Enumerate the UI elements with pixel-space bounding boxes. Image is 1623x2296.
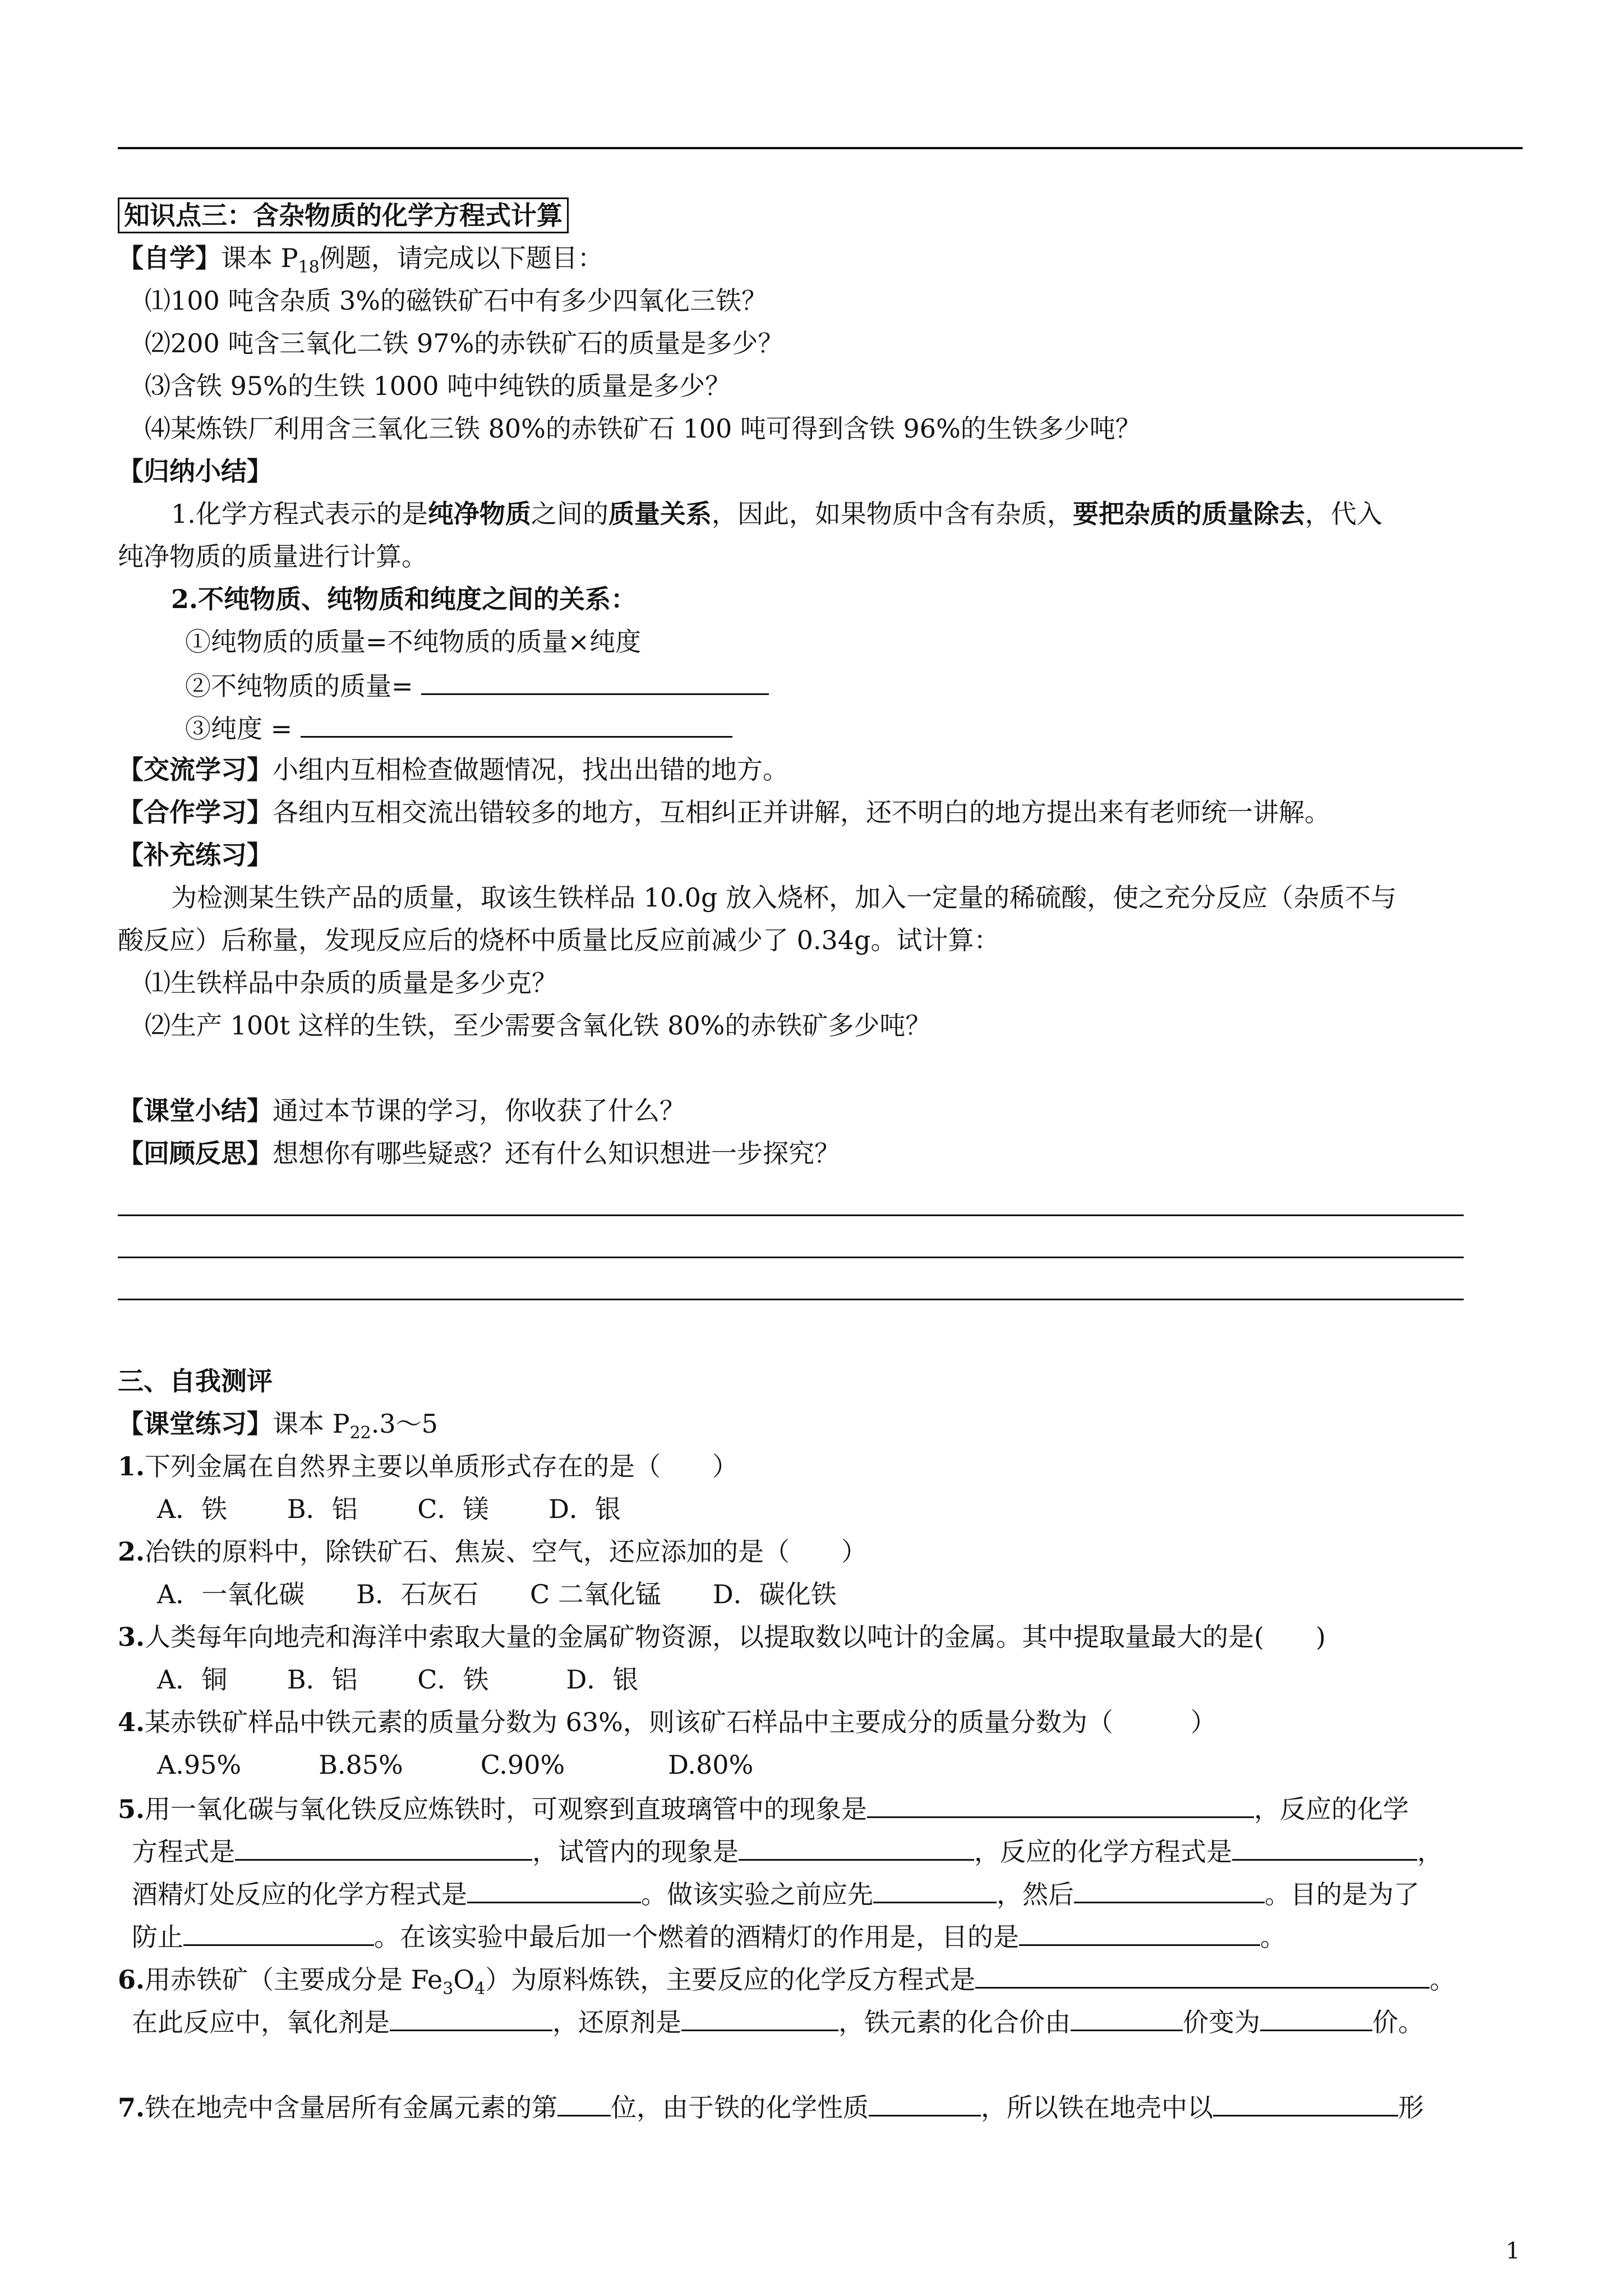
zixue-line: 【自学】课本 $P_{18}$例题，请完成以下题目： [118,243,603,278]
summary-p1: 1.化学方程式表示的是纯净物质之间的质量关系，因此，如果物质中含有杂质，要把杂质的质量除去，代入 [171,499,1382,529]
zixue-q1: ⑴100 吨含杂质 3%的磁铁矿石中有多少四氧化三铁？ [145,286,768,316]
question-5-line4: 防止 。在该实验中最后加一个燃着的酒精灯的作用是，目的是 。 [132,1917,1286,1955]
answer-blank[interactable] [739,1832,974,1861]
answer-rule[interactable] [118,1214,1464,1216]
buchong-p2: 酸反应）后称量，发现反应后的烧杯中质量比反应前减少了 0.34g。试计算： [118,925,1000,955]
question-7: 7.铁在地壳中含量居所有金属元素的第 位，由于铁的化学性质 ，所以铁在地壳中以 形 [118,2088,1424,2125]
answer-blank[interactable] [1071,2003,1183,2031]
question-4: 4.某赤铁矿样品中铁元素的质量分数为 63%，则该矿石样品中主要成分的质量分数为（ ） [118,1707,1216,1737]
question-4-options: A.95% B.85% C.90% D.80% [157,1750,754,1780]
summary-p1-line2: 纯净物质的质量进行计算。 [118,541,427,572]
answer-blank[interactable] [869,2088,981,2116]
answer-blank[interactable] [975,1960,1430,1989]
answer-blank[interactable] [557,2088,611,2116]
hezuo-line: 【合作学习】各组内互相交流出错较多的地方，互相纠正并讲解，还不明白的地方提出来有老师统一讲解。 [118,797,1330,827]
question-5-line3: 酒精灯处反应的化学方程式是 。做该实验之前应先 ，然后 。目的是为了 [132,1875,1419,1912]
relation-1: ①纯物质的质量=不纯物质的质量×纯度 [185,627,642,657]
summary-label: 【归纳小结】 [118,456,273,486]
buchong-q1: ⑴生铁样品中杂质的质量是多少克？ [145,968,557,998]
answer-blank[interactable] [1213,2088,1398,2116]
question-1: 1.下列金属在自然界主要以单质形式存在的是（ ） [118,1451,739,1481]
zixue-q4: ⑷某炼铁厂利用含三氧化三铁 80%的赤铁矿石 100 吨可得到含铁 96%的生铁多少吨？ [145,413,1141,444]
zixue-q2: ⑵200 吨含三氧化二铁 97%的赤铁矿石的质量是多少？ [145,328,784,358]
question-2: 2.冶铁的原料中，除铁矿石、焦炭、空气，还应添加的是（ ） [118,1536,868,1567]
answer-blank[interactable] [421,666,769,695]
question-6-line2: 在此反应中，氧化剂是 ，还原剂是 ，铁元素的化合价由 价变为 价。 [132,2003,1424,2040]
header-rule [118,147,1523,149]
question-6-line1: 6.用赤铁矿（主要成分是 $Fe_3O_4$）为原料炼铁，主要反应的化学反方程式是 。 [118,1960,1455,2007]
relation-2: ②不纯物质的质量= [185,666,769,704]
answer-rule[interactable] [118,1299,1464,1300]
answer-blank[interactable] [301,709,732,738]
jiaoliu-line: 【交流学习】小组内互相检查做题情况，找出出错的地方。 [118,754,789,785]
huigu-line: 【回顾反思】想想你有哪些疑惑？还有什么知识想进一步探究？ [118,1138,840,1168]
zixue-q3: ⑶含铁 95%的生铁 1000 吨中纯铁的质量是多少？ [145,371,731,401]
answer-blank[interactable] [183,1917,374,1946]
relation-3: ③纯度 = [185,709,732,747]
answer-blank[interactable] [1232,1832,1417,1861]
ceping-heading: 三、自我测评 [118,1366,273,1396]
question-3: 3.人类每年向地壳和海洋中索取大量的金属矿物资源，以提取数以吨计的金属。其中提取量最大的是( ) [118,1622,1326,1652]
question-1-options: A．铁 B．铝 C．镁 D．银 [157,1494,621,1524]
buchong-label: 【补充练习】 [118,840,273,870]
question-5-line1: 5.用一氧化碳与氧化铁反应炼铁时，可观察到直玻璃管中的现象是 ，反应的化学 [118,1789,1409,1827]
question-2-options: A．一氧化碳 B．石灰石 C 二氧化锰 D．碳化铁 [157,1579,837,1609]
answer-blank[interactable] [467,1875,641,1903]
page-number: 1 [1506,2238,1520,2264]
answer-blank[interactable] [1019,1917,1260,1946]
answer-blank[interactable] [1074,1875,1265,1903]
question-5-line2: 方程式是 ，试管内的现象是 ，反应的化学方程式是 ， [132,1832,1443,1870]
summary-p2: 2.不纯物质、纯物质和纯度之间的关系： [171,584,637,614]
answer-blank[interactable] [235,1832,532,1861]
ketang-line: 【课堂小结】通过本节课的学习，你收获了什么？ [118,1096,685,1126]
buchong-q2: ⑵生产 100t 这样的生铁，至少需要含氧化铁 80%的赤铁矿多少吨？ [145,1010,932,1041]
answer-rule[interactable] [118,1257,1464,1258]
answer-blank[interactable] [873,1875,997,1903]
answer-blank[interactable] [1260,2003,1372,2031]
question-3-options: A．铜 B．铝 C．铁 D．银 [157,1664,639,1695]
answer-blank[interactable] [681,2003,838,2031]
buchong-p1: 为检测某生铁产品的质量，取该生铁样品 10.0g 放入烧杯，加入一定量的稀硫酸，使之充分反应（杂质不与 [171,882,1397,913]
practice-line: 【课堂练习】课本 $P_{22}.3\sim 5$ [118,1409,438,1443]
answer-blank[interactable] [390,2003,552,2031]
section-title: 知识点三：含杂物质的化学方程式计算 [118,197,569,233]
answer-blank[interactable] [867,1789,1254,1818]
